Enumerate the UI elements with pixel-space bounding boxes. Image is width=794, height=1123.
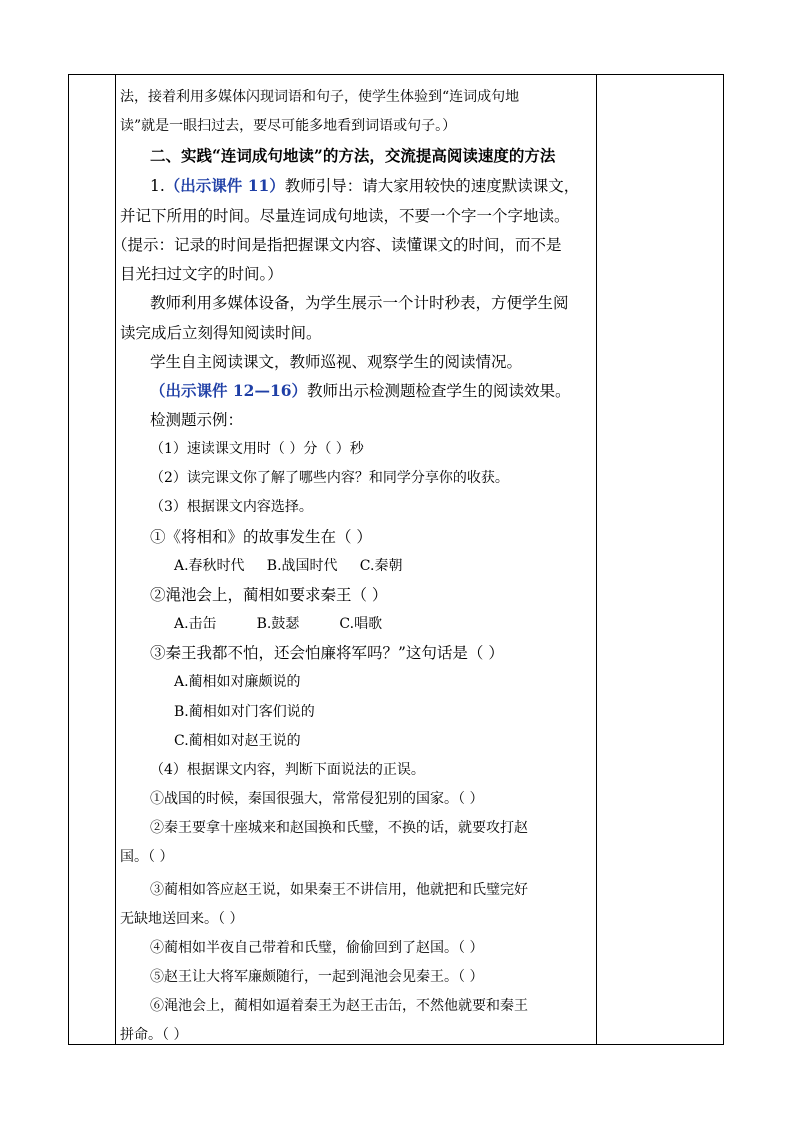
option-line: A.击缶 B.鼓瑟 C.唱歌 bbox=[174, 616, 383, 632]
option-line: C.蔺相如对赵王说的 bbox=[174, 733, 301, 749]
option-line: A.春秋时代 B.战国时代 C.秦朝 bbox=[174, 558, 403, 574]
question-line: ⑥渑池会上，蔺相如逼着秦王为赵王击缶，不然他就要和秦王 bbox=[150, 998, 528, 1014]
text-line: 读”就是一眼扫过去，要尽可能多地看到词语或句子。） bbox=[120, 118, 457, 134]
courseware-label: （出示课件 11） bbox=[164, 176, 285, 195]
text-line: 学生自主阅读课文，教师巡视、观察学生的阅读情况。 bbox=[150, 353, 523, 371]
option-line: A.蔺相如对廉颇说的 bbox=[174, 674, 301, 690]
question-line: ③秦王我都不怕，还会怕廉将军吗？”这句话是（ ） bbox=[150, 644, 504, 662]
text-line: 检测题示例： bbox=[150, 411, 244, 429]
section-heading: 二、实践“连词成句地读”的方法，交流提高阅读速度的方法 bbox=[150, 146, 556, 165]
question-line: 无缺地送回来。（ ） bbox=[120, 911, 244, 927]
item-number: 1. bbox=[150, 177, 165, 195]
question-line: ④蔺相如半夜自己带着和氏璧，偷偷回到了赵国。（ ） bbox=[150, 940, 484, 956]
question-line: （2）读完课文你了解了哪些内容？和同学分享你的收获。 bbox=[150, 470, 509, 486]
question-line: （3）根据课文内容选择。 bbox=[150, 499, 313, 515]
question-line: （1）速读课文用时（ ）分（ ）秒 bbox=[150, 441, 364, 457]
question-line: 拼命。（ ） bbox=[120, 1027, 188, 1043]
question-line: （4）根据课文内容，判断下面说法的正误。 bbox=[150, 762, 425, 778]
text-line: 法，接着利用多媒体闪现词语和句子，使学生体验到“连词成句地 bbox=[120, 89, 520, 105]
courseware-label: （出示课件 12—16） bbox=[150, 381, 308, 400]
text-line: 目光扫过文字的时间。） bbox=[120, 265, 283, 283]
text-line: 读完成后立刻得知阅读时间。 bbox=[120, 324, 322, 342]
text-line bbox=[150, 381, 571, 401]
text-line: 教师利用多媒体设备，为学生展示一个计时秒表，方便学生阅 bbox=[150, 294, 569, 312]
column-divider-right bbox=[596, 75, 597, 1044]
column-divider-left bbox=[115, 75, 116, 1044]
question-line: ②渑池会上，蔺相如要求秦王（ ） bbox=[150, 586, 388, 604]
option-line: B.蔺相如对门客们说的 bbox=[174, 704, 315, 720]
question-line: ①战国的时候，秦国很强大，常常侵犯别的国家。（ ） bbox=[150, 791, 484, 807]
question-line: 国。（ ） bbox=[120, 849, 174, 865]
question-line: ⑤赵王让大将军廉颇随行，一起到渑池会见秦王。（ ） bbox=[150, 969, 484, 985]
question-line: ①《将相和》的故事发生在（ ） bbox=[150, 528, 372, 546]
text-segment: 教师引导：请大家用较快的速度默读课文， bbox=[284, 177, 580, 195]
question-line: ②秦王要拿十座城来和赵国换和氏璧，不换的话，就要攻打赵 bbox=[150, 820, 528, 836]
text-line bbox=[150, 176, 579, 196]
question-line: ③蔺相如答应赵王说，如果秦王不讲信用，他就把和氏璧完好 bbox=[150, 882, 528, 898]
text-line: （提示：记录的时间是指把握课文内容、读懂课文的时间，而不是 bbox=[112, 236, 562, 254]
text-line: 并记下所用的时间。尽量连词成句地读，不要一个字一个字地读。 bbox=[120, 207, 570, 225]
text-segment: 教师出示检测题检查学生的阅读效果。 bbox=[307, 382, 571, 400]
